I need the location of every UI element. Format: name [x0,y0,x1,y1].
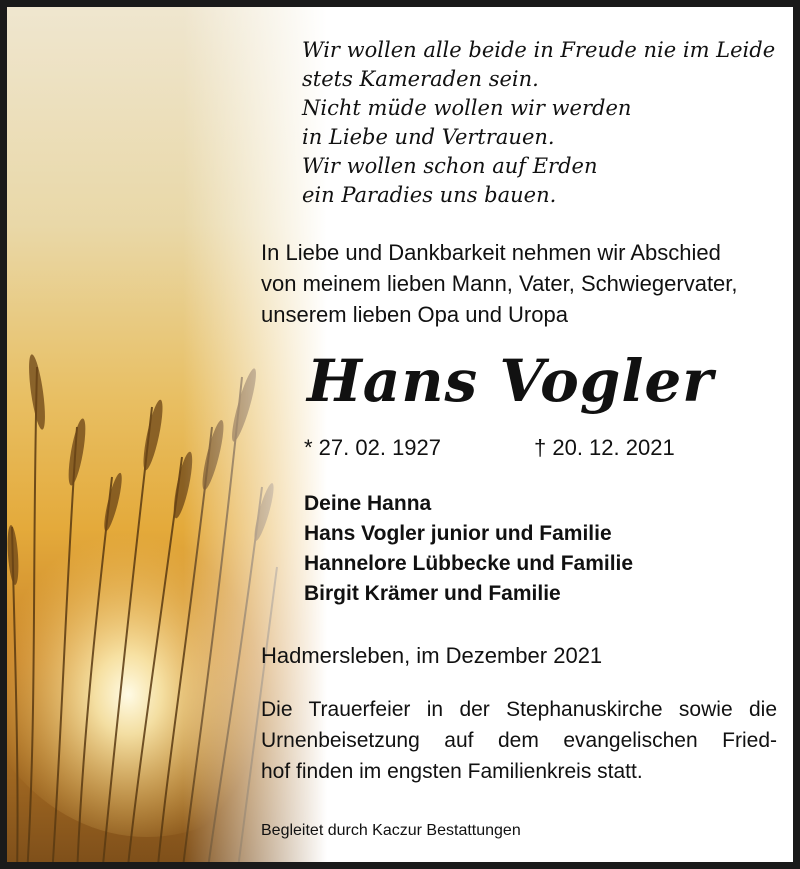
mourner: Hans Vogler junior und Familie [304,522,612,545]
mourner: Deine Hanna [304,492,432,515]
farewell-line: In Liebe und Dankbarkeit nehmen wir Abschied [261,240,721,265]
poem-line: stets Kameraden sein. [302,67,539,91]
funeral-notice [261,694,777,787]
notice-line: Urnenbeisetzung auf dem evangelischen Fried- [261,729,777,752]
deceased-name: Hans Vogler [307,347,714,415]
farewell-line: von meinem lieben Mann, Vater, Schwiegervater, [261,271,738,296]
place-date: Hadmersleben, im Dezember 2021 [261,643,603,668]
farewell-line: unserem lieben Opa und Uropa [261,302,568,327]
notice-line: hof finden im engsten Familienkreis statt. [261,760,643,783]
poem-line: in Liebe und Vertrauen. [302,125,555,149]
poem-line: Wir wollen alle beide in Freude nie im Leide [302,38,776,62]
poem-line: Nicht müde wollen wir werden [302,96,632,120]
life-dates [304,431,724,465]
mourner: Hannelore Lübbecke und Familie [304,552,634,575]
death-date: † 20. 12. 2021 [534,435,675,460]
poem-line: ein Paradies uns bauen. [302,183,557,207]
mourners-list [304,489,764,609]
birth-date: * 27. 02. 1927 [304,435,442,460]
poem [302,36,782,210]
notice-line: Die Trauerfeier in der Stephanuskirche sowie die [261,698,777,721]
mourner: Birgit Krämer und Familie [304,582,561,605]
funeral-home-credit: Begleitet durch Kaczur Bestattungen [261,822,521,839]
poem-line: Wir wollen schon auf Erden [302,154,598,178]
farewell-text [261,237,781,330]
